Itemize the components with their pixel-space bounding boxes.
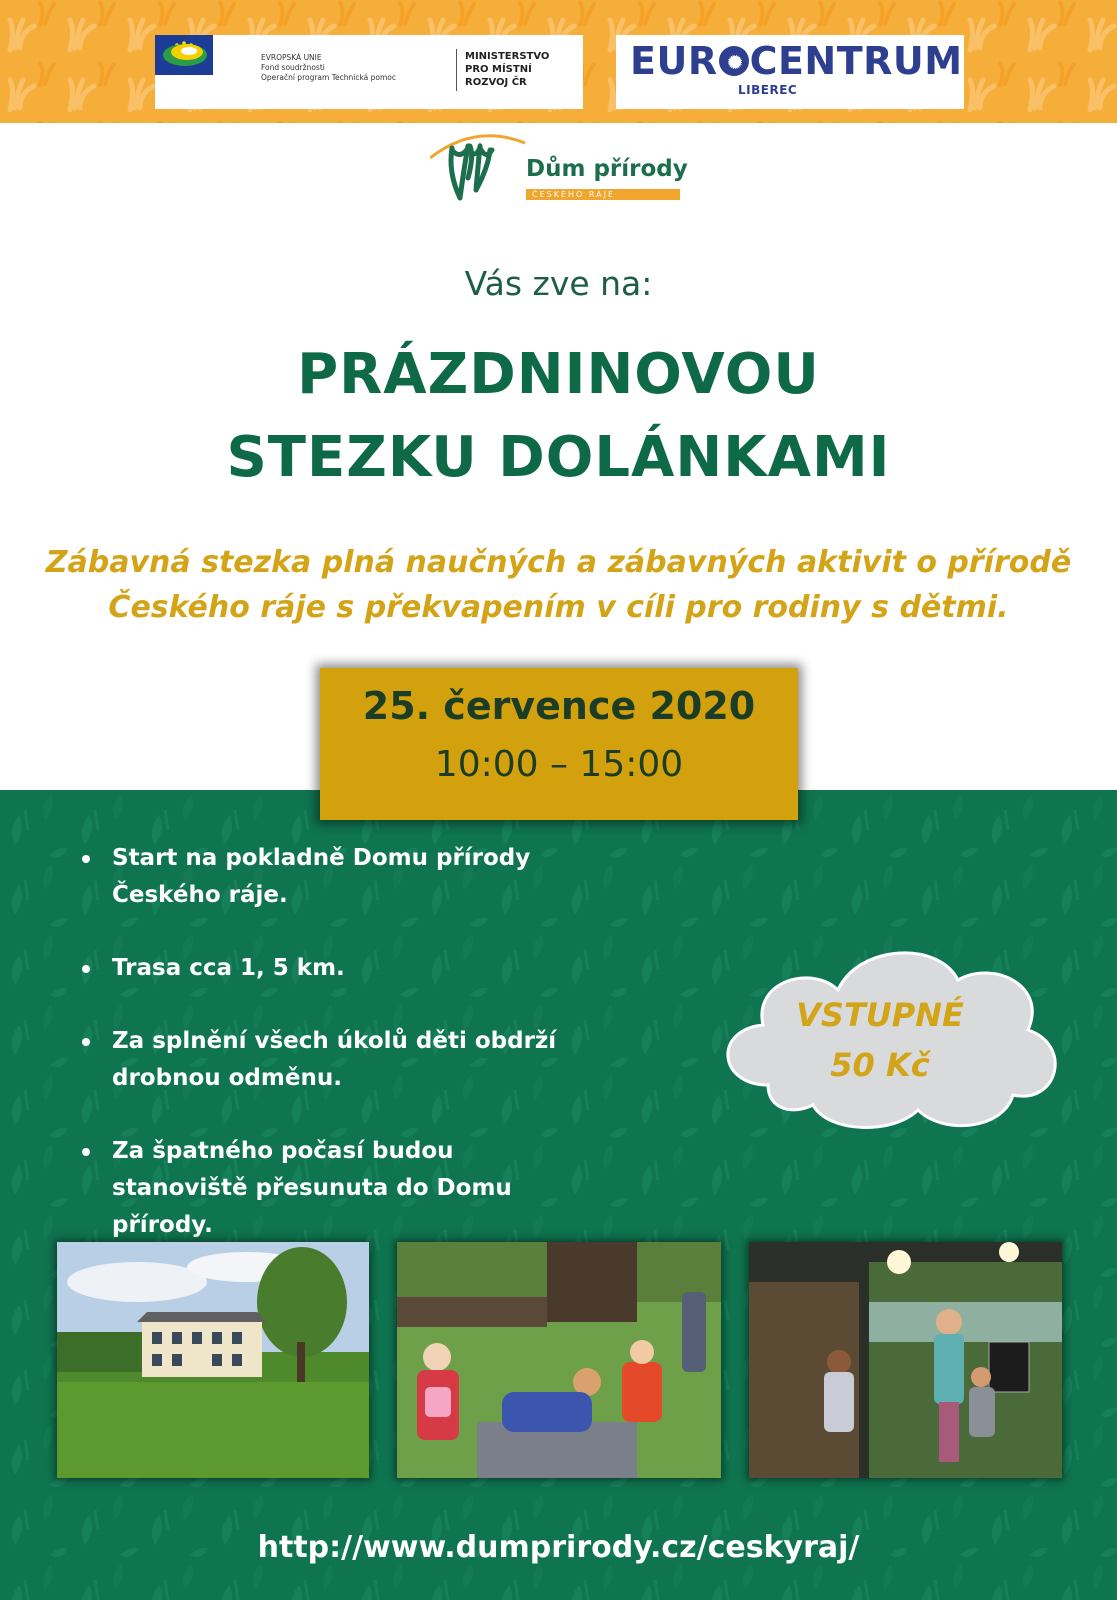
entry-fee-price: 50 Kč	[830, 1046, 930, 1084]
eurocentrum-logo	[616, 35, 964, 109]
header-band	[0, 0, 1117, 123]
event-date: 25. července 2020	[362, 684, 756, 728]
event-title-line-2: STEZKU DOLÁNKAMI	[226, 425, 891, 490]
list-item: Za splnění všech úkolů děti obdrží drobnou odměnu.	[82, 1023, 672, 1097]
eu-ministry-logo	[155, 35, 583, 109]
entry-fee-label: VSTUPNÉ	[796, 996, 964, 1034]
eurocentrum-wordmark: EUR CENTRUM	[630, 39, 963, 83]
entry-fee	[760, 990, 1000, 1090]
mmr-separator	[456, 49, 457, 91]
mmr-logo-icon	[155, 35, 211, 77]
eu-text: EVROPSKÁ UNIE Fond soudržnosti Operační program Technická pomoc	[261, 53, 397, 82]
org-tagline: ČESKÉHO RÁJE	[526, 189, 680, 200]
eurocentrum-city: LIBEREC	[738, 83, 798, 97]
photo-children-activity	[397, 1242, 721, 1478]
website-link[interactable]: http://www.dumprirody.cz/ceskyraj/	[257, 1530, 860, 1565]
globe-icon	[719, 46, 749, 76]
date-box	[320, 668, 798, 820]
invite-text: Vás zve na:	[464, 264, 653, 303]
mmr-text: MINISTERSTVO PRO MÍSTNÍ ROZVOJ ČR	[465, 51, 550, 88]
photo-exhibition	[749, 1242, 1062, 1478]
list-item: Start na pokladně Domu přírody Českého ráje.	[82, 840, 632, 914]
info-list	[82, 840, 682, 1280]
event-title-line-1: PRÁZDNINOVOU	[297, 342, 820, 407]
photo-building	[57, 1242, 369, 1478]
list-item: Za špatného počasí budou stanoviště přesunuta do Domu přírody.	[82, 1133, 592, 1244]
event-subtitle: Zábavná stezka plná naučných a zábavných aktivit o přírodě Českého ráje s překvapením v cíli pro rodiny s dětmi.	[45, 545, 1072, 625]
event-time: 10:00 – 15:00	[434, 744, 684, 785]
org-name: Dům přírody	[526, 156, 688, 182]
list-item: Trasa cca 1, 5 km.	[82, 950, 682, 987]
